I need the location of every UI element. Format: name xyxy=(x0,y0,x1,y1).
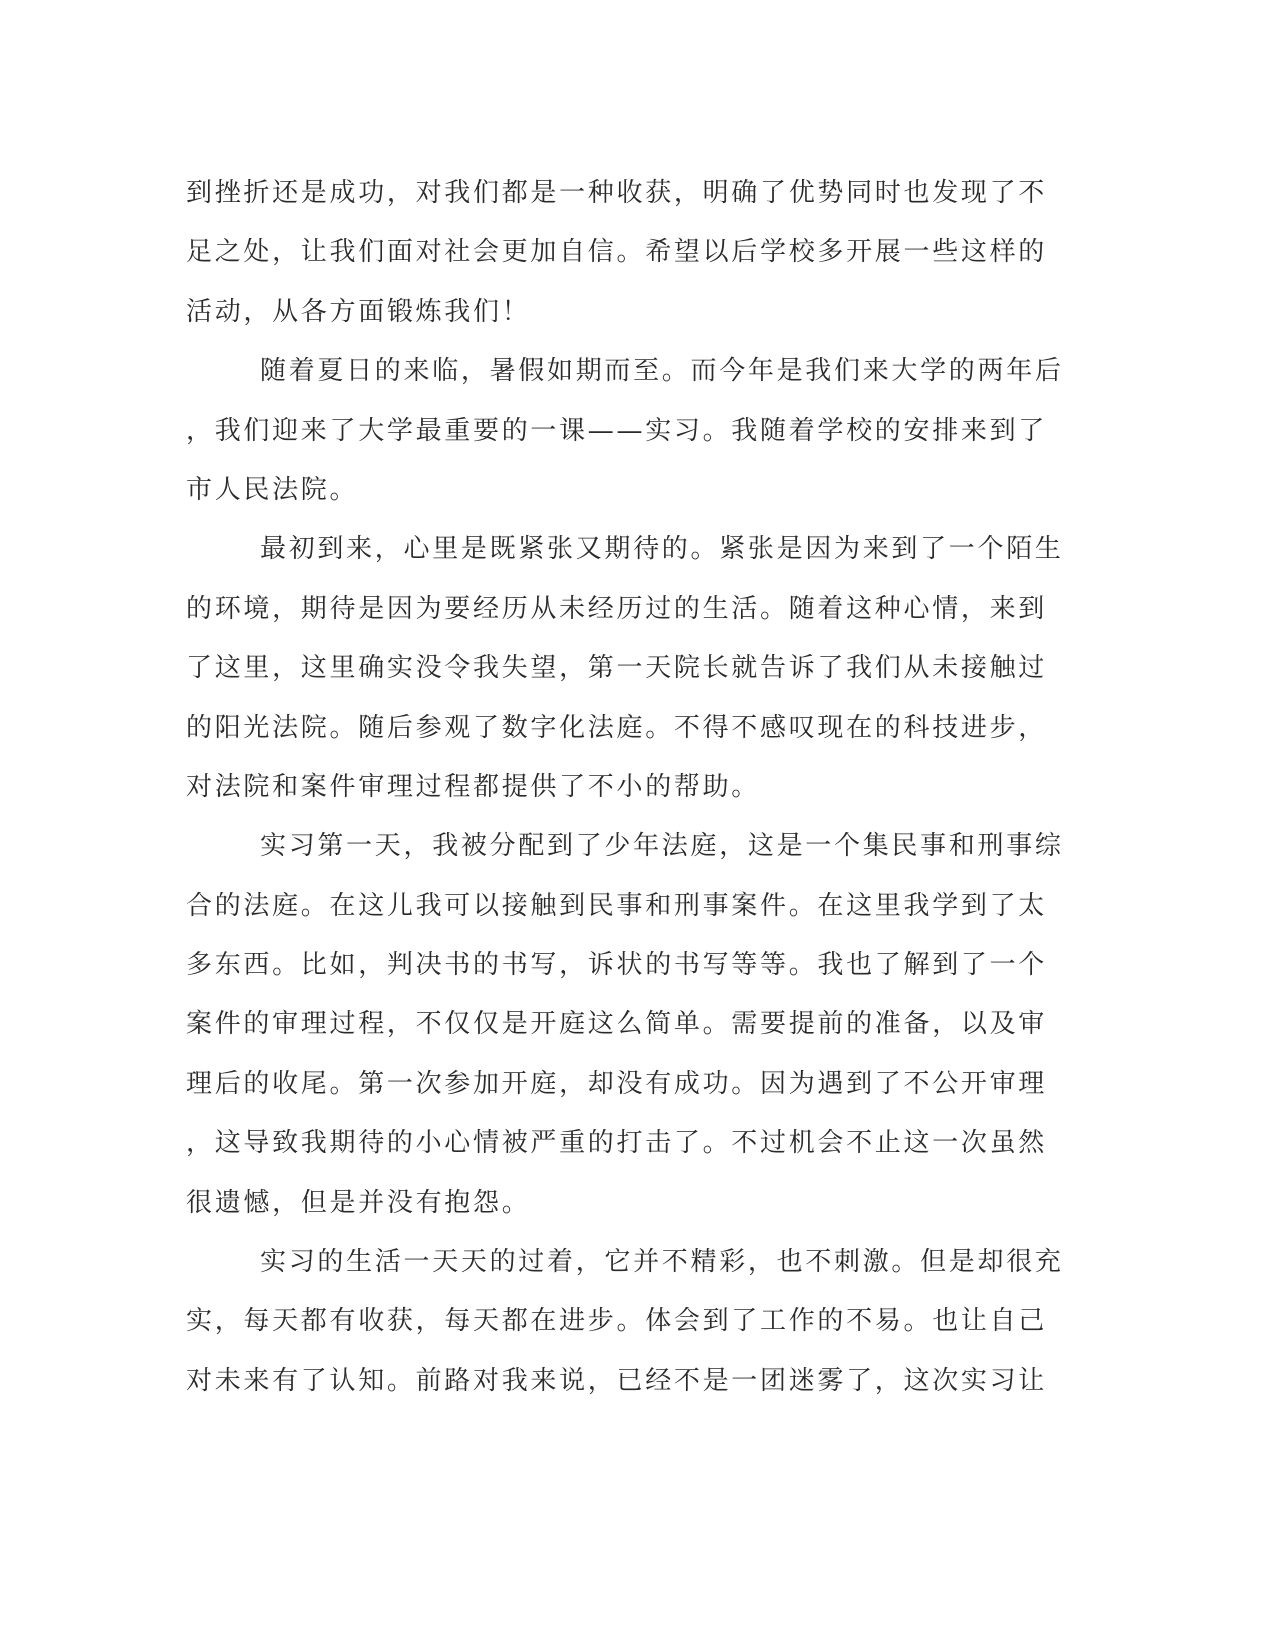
text-line: 很遗憾，但是并没有抱怨。 xyxy=(186,1187,531,1218)
text-line: 理后的收尾。第一次参加开庭，却没有成功。因为遇到了不公开审理 xyxy=(186,1068,1048,1099)
text-line: 实，每天都有收获，每天都在进步。体会到了工作的不易。也让自己 xyxy=(186,1306,1048,1337)
text-line: 市人民法院。 xyxy=(186,474,359,505)
text-line: 到挫折还是成功，对我们都是一种收获，明确了优势同时也发现了不 xyxy=(186,178,1048,208)
text-line: 的环境，期待是因为要经历从未经历过的生活。随着这种心情，来到 xyxy=(186,593,1048,624)
text-line: 对未来有了认知。前路对我来说，已经不是一团迷雾了，这次实习让 xyxy=(186,1365,1048,1396)
document-body xyxy=(186,164,1066,1411)
text-line: 实习的生活一天天的过着，它并不精彩，也不刺激。但是却很充 xyxy=(260,1247,1064,1278)
text-line: 了这里，这里确实没令我失望，第一天院长就告诉了我们从未接触过 xyxy=(186,653,1048,684)
text-line: 足之处，让我们面对社会更加自信。希望以后学校多开展一些这样的 xyxy=(186,237,1048,268)
text-line: 多东西。比如，判决书的书写，诉状的书写等等。我也了解到了一个 xyxy=(186,950,1048,981)
text-line: ，这导致我期待的小心情被严重的打击了。不过机会不止这一次虽然 xyxy=(186,1128,1048,1159)
text-line: 的阳光法院。随后参观了数字化法庭。不得不感叹现在的科技进步， xyxy=(186,712,1048,743)
text-line: 最初到来，心里是既紧张又期待的。紧张是因为来到了一个陌生 xyxy=(260,534,1064,565)
text-line: 随着夏日的来临，暑假如期而至。而今年是我们来大学的两年后 xyxy=(260,356,1064,387)
text-line: ，我们迎来了大学最重要的一课——实习。我随着学校的安排来到了 xyxy=(186,415,1048,446)
text-line: 活动，从各方面锻炼我们！ xyxy=(186,296,531,327)
text-line: 合的法庭。在这儿我可以接触到民事和刑事案件。在这里我学到了太 xyxy=(186,890,1048,921)
text-line: 对法院和案件审理过程都提供了不小的帮助。 xyxy=(186,771,761,802)
text-line: 实习第一天，我被分配到了少年法庭，这是一个集民事和刑事综 xyxy=(260,831,1064,862)
text-line: 案件的审理过程，不仅仅是开庭这么简单。需要提前的准备，以及审 xyxy=(186,1009,1048,1040)
